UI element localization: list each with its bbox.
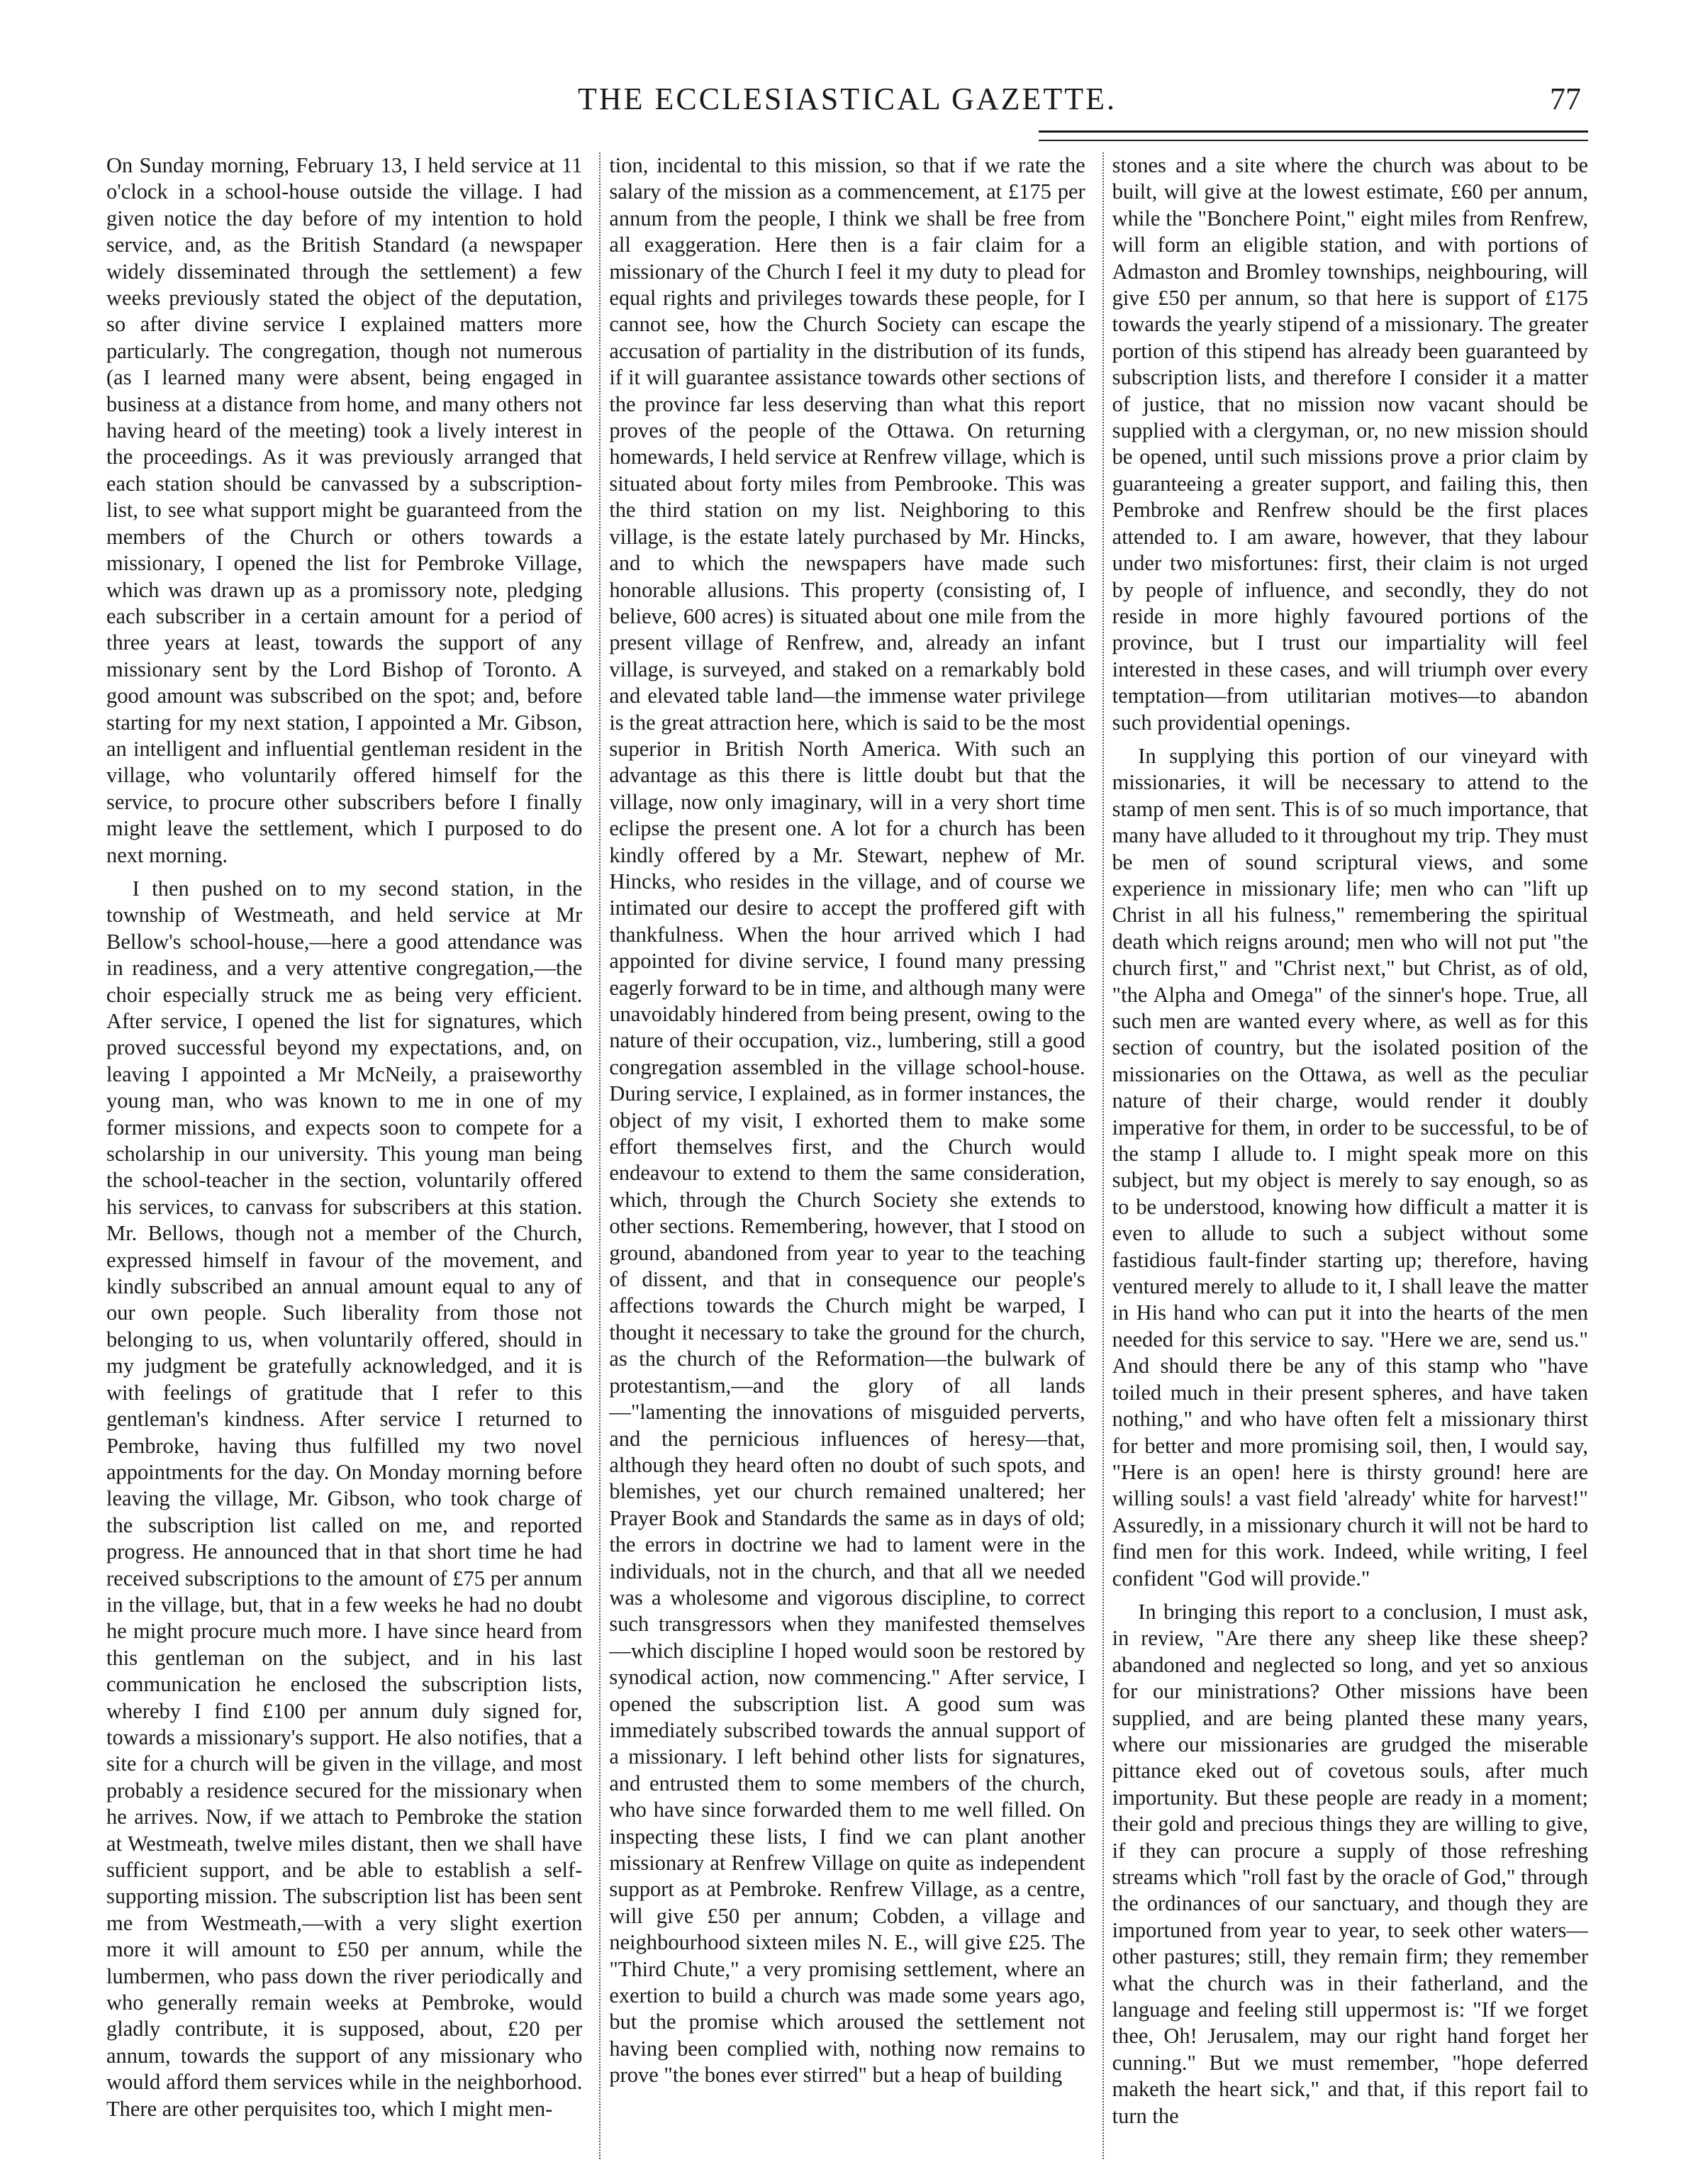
- paragraph: In bringing this report to a conclusion, I must ask, in review, "Are there any sheep like these sheep? abandoned and neglected so long, and yet so anxious for our ministrations? Other missions have been supplied, and are being planted these many years, where our missionaries are grudged the miserable pittance eked out of covetous souls, after much importunity. But these people are ready in a moment; their gold and precious things they are willing to give, if they can procure a supply of those refreshing streams which "roll fast by the oracle of God," through the ordinances of our sanctuary, and though they are importuned from year to year, to seek other waters—other pastures; still, they remain firm; they remember what the church was in their fatherland, and the language and feeling still uppermost is: "If we forget thee, Oh! Jerusalem, may our right hand forget her cunning." But we must remember, "hope deferred maketh the heart sick," and that, if this report fail to turn the: [1112, 1599, 1588, 2128]
- page-number: 77: [1550, 82, 1581, 116]
- paragraph: tion, incidental to this mission, so that if we rate the salary of the mission as a commencement, at £175 per annum from the people, I think we shall be free from all exaggeration. Here then is a fair claim for a missionary of the Church I feel it my duty to plead for equal rights and privileges towards these people, for I cannot see, how the Church Society can escape the accusation of partiality in the distribution of its funds, if it will guarantee assistance towards other sections of the province far less deserving than what this report proves of the people of the Ottawa. On returning homewards, I held service at Renfrew village, which is situated about forty miles from Pembrooke. This was the third station on my list. Neighboring to this village, is the estate lately purchased by Mr. Hincks, and to which the newspapers have made such honorable allusions. This property (consisting of, I believe, 600 acres) is situated about one mile from the present village of Renfrew, and, already an infant village, is surveyed, and staked on a remarkably bold and elevated table land—the immense water privilege is the great attraction here, which is said to be the most superior in British North America. With such an advantage as this there is little doubt but that the village, now only imaginary, will in a very short time eclipse the present one. A lot for a church has been kindly offered by a Mr. Stewart, nephew of Mr. Hincks, who resides in the village, and of course we intimated our desire to accept the proffered gift with thankfulness. When the hour arrived which I had appointed for divine service, I found many pressing eagerly forward to be in time, and although many were unavoidably hindered from being present, owing to the nature of their occupation, viz., lumbering, still a good congregation assembled in the village school-house. During service, I explained, as in former instances, the object of my visit, I exhorted them to make some effort themselves first, and the Church would endeavour to extend to them the same consideration, which, through the Church Society she extends to other sections. Remembering, however, that I stood on ground, abandoned from year to year to the teaching of dissent, and that in consequence our people's affections towards the Church might be warped, I thought it necessary to take the ground for the church, as the church of the Reformation—the bulwark of protestantism,—and the glory of all lands—"lamenting the innovations of misguided perverts, and the pernicious influences of heresy—that, although they heard often no doubt of such spots, and blemishes, yet our church remained unaltered; her Prayer Book and Standards the same as in days of old; the errors in doctrine we had to lament were in the individuals, not in the church, and that all we needed was a wholesome and vigorous discipline, to correct such transgressors when they manifested themselves—which discipline I hoped would soon be restored by synodical action, now commencing." After service, I opened the subscription list. A good sum was immediately subscribed towards the annual support of a missionary. I left behind other lists for signatures, and entrusted them to some members of the church, who have since forwarded them to me well filled. On inspecting these lists, I find we can plant another missionary at Renfrew Village on quite as independent support as at Pembroke. Renfrew Village, as a centre, will give £50 per annum; Cobden, a village and neighbourhood sixteen miles N. E., will give £25. The "Third Chute," a very promising settlement, where an exertion to build a church was made some years ago, but the promise which aroused the settlement not having been complied with, nothing now remains to prove "the bones ever stirred" but a heap of building: [609, 153, 1085, 2088]
- paragraph: On Sunday morning, February 13, I held service at 11 o'clock in a school-house outside the village. I had given notice the day before of my intention to hold service, and, as the British Standard (a newspaper widely disseminated through the settlement) a few weeks previously stated the object of the deputation, so after divine service I explained matters more particularly. The congregation, though not numerous (as I learned many were absent, being engaged in business at a distance from home, and many others not having heard of the meeting) took a lively interest in the proceedings. As it was previously arranged that each station should be canvassed by a subscription-list, to see what support might be guaranteed from the members of the Church or others towards a missionary, I opened the list for Pembroke Village, which was drawn up as a promissory note, pledging each subscriber in a certain amount for a period of three years at least, towards the support of any missionary sent by the Lord Bishop of Toronto. A good amount was subscribed on the spot; and, before starting for my next station, I appointed a Mr. Gibson, an intelligent and influential gentleman resident in the village, who voluntarily offered himself for the service, to procure other subscribers before I finally might leave the settlement, which I purposed to do next morning.: [106, 153, 583, 867]
- column-1: [106, 152, 582, 2159]
- paragraph: In supplying this portion of our vineyard with missionaries, it will be necessary to attend to the stamp of men sent. This is of so much importance, that many have alluded to it throughout my trip. They must be men of sound scriptural views, and some experience in missionary life; men who can "lift up Christ in all his fulness," remembering the spiritual death which reigns around; men who will not put "the church first," and "Christ next," but Christ, as of old, "the Alpha and Omega" of the sinner's hope. True, all such men are wanted every where, as well as for this section of country, but the isolated position of the missionaries on the Ottawa, as well as the peculiar nature of their charge, would render it doubly imperative for them, in order to be successful, to be of the stamp I allude to. I might speak more on this subject, but my object is merely to say enough, so as to be understood, knowing how difficult a matter it is even to allude to such a subject without some fastidious fault-finder starting up; therefore, having ventured merely to allude to it, I shall leave the matter in His hand who can put it into the hearts of the men needed for this service to say. "Here we are, send us." And should there be any of this stamp who "have toiled much in their present spheres, and have taken nothing," and who have often felt a missionary thirst for better and more promising soil, then, I would say, "Here is an open! here is thirsty ground! here are willing souls! a vast field 'already' white for harvest!" Assuredly, in a missionary church it will not be hard to find men for this work. Indeed, while writing, I feel confident "God will provide.": [1112, 743, 1588, 1590]
- column-2: [599, 152, 1085, 2159]
- column-3: [1102, 152, 1588, 2159]
- header-rule: [1039, 130, 1588, 141]
- article-columns: [106, 152, 1588, 2159]
- page-header: [106, 77, 1588, 126]
- paragraph: stones and a site where the church was about to be built, will give at the lowest estimate, £60 per annum, while the "Bonchere Point," eight miles from Renfrew, will form an eligible station, and with portions of Admaston and Bromley townships, neighbouring, will give £50 per annum, so that here is support of £175 towards the yearly stipend of a missionary. The greater portion of this stipend has already been guaranteed by subscription lists, and therefore I consider it a matter of justice, that no mission now vacant should be supplied with a clergyman, or, no new mission should be opened, until such missions prove a prior claim by guaranteeing a greater support, and failing this, then Pembroke and Renfrew should be the first places attended to. I am aware, however, that they labour under two misfortunes: first, their claim is not urged by people of influence, and secondly, they do not reside in more highly favoured portions of the province, but I trust our impartiality will feel interested in these cases, and will triumph over every temptation—from utilitarian motives—to abandon such providential openings.: [1112, 153, 1588, 735]
- page-title: THE ECCLESIASTICAL GAZETTE.: [577, 82, 1117, 116]
- paragraph: I then pushed on to my second station, in the township of Westmeath, and held service at Mr Bellow's school-house,—here a good attendance was in readiness, and a very attentive congregation,—the choir especially struck me as being very efficient. After service, I opened the list for signatures, which proved successful beyond my expectations, and, on leaving I appointed a Mr McNeily, a praiseworthy young man, who was known to me in one of my former missions, and expects soon to compete for a scholarship in our university. This young man being the school-teacher in the section, voluntarily offered his services, to canvass for subscribers at this station. Mr. Bellows, though not a member of the Church, expressed himself in favour of the movement, and kindly subscribed an annual amount equal to any of our own people. Such liberality from those not belonging to us, when voluntarily offered, should in my judgment be gratefully acknowledged, and it is with feelings of gratitude that I refer to this gentleman's kindness. After service I returned to Pembroke, having thus fulfilled my two novel appointments for the day. On Monday morning before leaving the village, Mr. Gibson, who took charge of the subscription list called on me, and reported progress. He announced that in that short time he had received subscriptions to the amount of £75 per annum in the village, but, that in a few weeks he had no doubt he might procure much more. I have since heard from this gentleman on the subject, and in his last communication he enclosed the subscription lists, whereby I find £100 per annum duly signed for, towards a missionary's support. He also notifies, that a site for a church will be given in the village, and most probably a residence secured for the missionary when he arrives. Now, if we attach to Pembroke the station at Westmeath, twelve miles distant, then we shall have sufficient support, and be able to establish a self-supporting mission. The subscription list has been sent me from Westmeath,—with a very slight exertion more it will amount to £50 per annum, while the lumbermen, who pass down the river periodically and who generally remain weeks at Pembroke, would gladly contribute, it is supposed, about, £20 per annum, towards the support of any missionary who would afford them services while in the neighborhood. There are other perquisites too, which I might men-: [106, 876, 583, 2121]
